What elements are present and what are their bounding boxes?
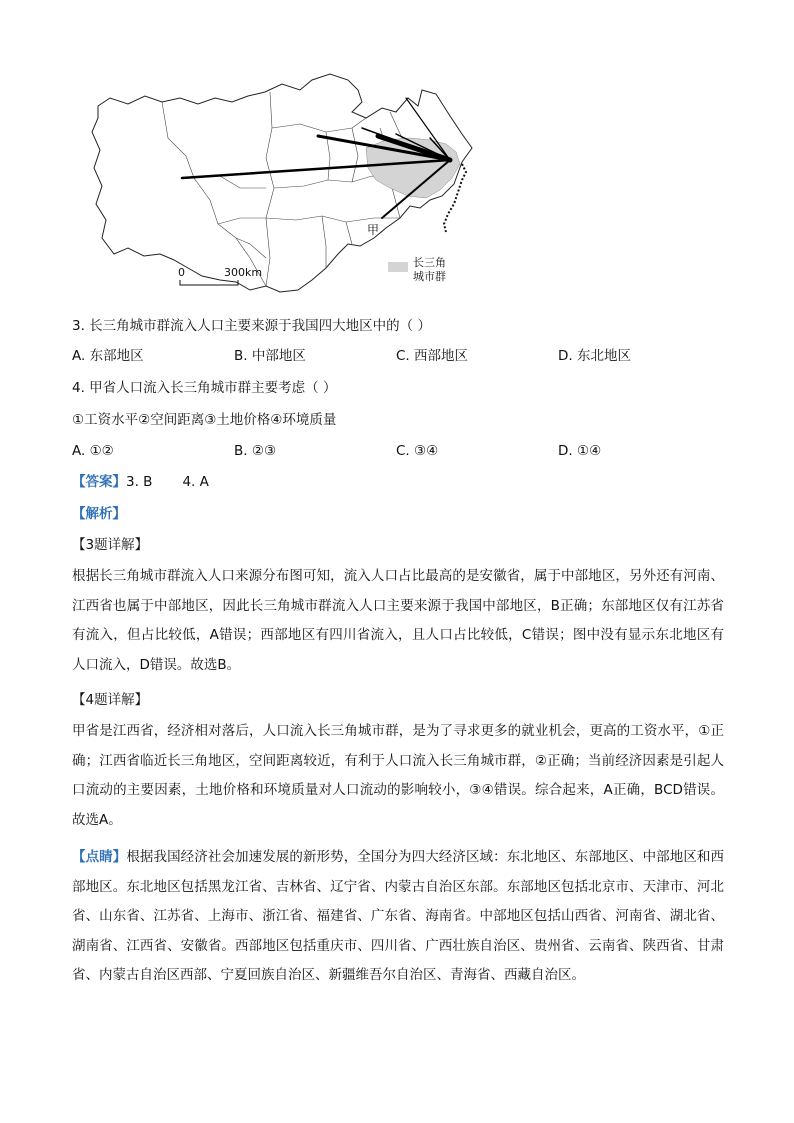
q4-stem: 4. 甲省人口流入长三角城市群主要考虑（ ） xyxy=(72,380,337,396)
q3-option-a: A. 东部地区 xyxy=(72,348,144,364)
q4-option-b: B. ②③ xyxy=(234,443,277,459)
analysis-line xyxy=(72,504,126,524)
q4-option-a: A. ①② xyxy=(72,443,114,459)
answer-q3: 3. B xyxy=(126,474,153,490)
population-flow-map xyxy=(90,68,490,296)
answer-q4: 4. A xyxy=(182,474,209,490)
q4-option-c: C. ③④ xyxy=(396,443,439,459)
detail3-heading: 【3题详解】 xyxy=(72,537,149,553)
comment-paragraph xyxy=(72,843,724,991)
analysis-tag: 【解析】 xyxy=(72,506,126,522)
q3-option-c: C. 西部地区 xyxy=(396,348,469,364)
q3-stem: 3. 长三角城市群流入人口主要来源于我国四大地区中的（ ） xyxy=(72,318,431,334)
q4-items: ①工资水平②空间距离③土地价格④环境质量 xyxy=(72,412,337,428)
comment-tag: 【点睛】 xyxy=(72,849,127,865)
legend-swatch xyxy=(388,262,408,272)
legend-label-2: 城市群 xyxy=(413,270,446,283)
comment-text: 根据我国经济社会加速发展的新形势，全国分为四大经济区域：东北地区、东部地区、中部地区和西部地区。东北地区包括黑龙江省、吉林省、辽宁省、内蒙古自治区东部。东部地区包括北京市、天津市、河北省、山东省、江苏省、上海市、浙江省、福建省、广东省、海南省。中部地区包括山西省、河南省、湖北省、湖南省、江西省、安徽省。西部地区包括重庆市、四川省、广西壮族自治区、贵州省、云南省、陕西省、甘肃省、内蒙古自治区西部、宁夏回族自治区、新疆维吾尔自治区、青海省、西藏自治区。 xyxy=(72,849,725,983)
detail4-text: 甲省是江西省，经济相对落后，人口流入长三角城市群，是为了寻求更多的就业机会，更高的工资水平，①正确；江西省临近长三角地区，空间距离较近，有利于人口流入长三角城市群，②正确；当前经济因素是引起人口流动的主要因素，土地价格和环境质量对人口流动的影响较小，③④错误。综合起来，A正确，BCD错误。故选A。 xyxy=(72,723,724,828)
detail4-heading: 【4题详解】 xyxy=(72,692,149,708)
legend-label-1: 长三角 xyxy=(413,256,446,269)
q3-option-d: D. 东北地区 xyxy=(558,348,631,364)
answer-line xyxy=(72,472,209,492)
map-svg xyxy=(90,68,490,296)
q3-option-b: B. 中部地区 xyxy=(234,348,306,364)
answer-tag: 【答案】 xyxy=(72,474,126,490)
detail3-text: 根据长三角城市群流入人口来源分布图可知，流入人口占比最高的是安徽省，属于中部地区，另外还有河南、江西省也属于中部地区，因此长三角城市群流入人口主要来源于我国中部地区，B正确；东部地区仅有江苏省有流入，但占比较低，A错误；西部地区有四川省流入，且人口占比较低，C错误；图中没有显示东北地区有人口流入，D错误。故选B。 xyxy=(72,568,724,673)
label-jia: 甲 xyxy=(367,223,380,237)
scale-distance: 300km xyxy=(224,266,263,279)
scale-zero: 0 xyxy=(178,266,185,279)
q4-option-d: D. ①④ xyxy=(558,443,602,459)
